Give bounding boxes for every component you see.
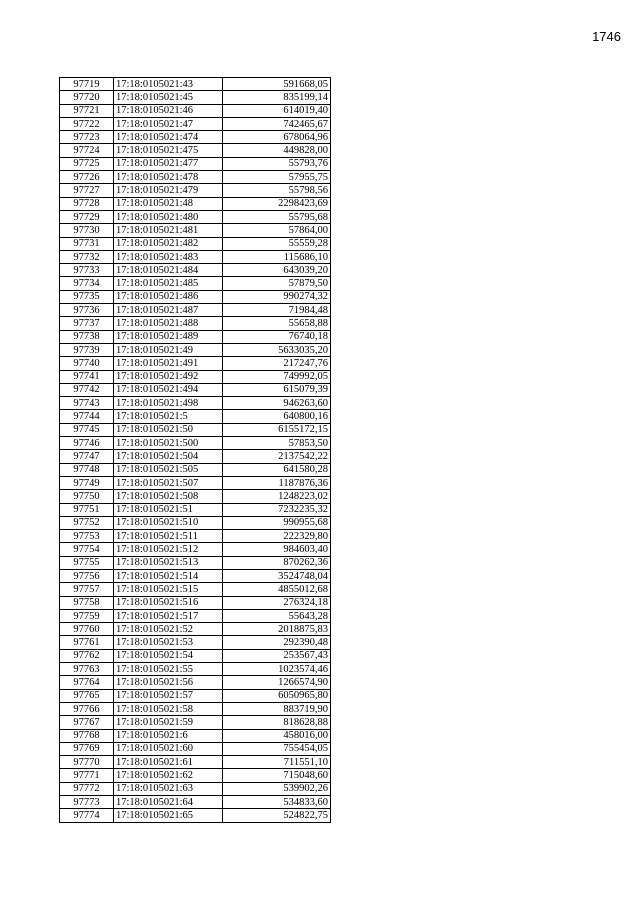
value-cell: 615079,39 bbox=[223, 383, 331, 396]
value-cell: 253567,43 bbox=[223, 649, 331, 662]
cadastral-number-cell: 17:18:0105021:474 bbox=[114, 131, 223, 144]
value-cell: 883719,90 bbox=[223, 702, 331, 715]
value-cell: 990274,32 bbox=[223, 290, 331, 303]
row-number-cell: 97735 bbox=[60, 290, 114, 303]
value-cell: 5633035,20 bbox=[223, 343, 331, 356]
value-cell: 1266574,90 bbox=[223, 676, 331, 689]
cadastral-number-cell: 17:18:0105021:491 bbox=[114, 357, 223, 370]
table-row bbox=[60, 809, 331, 822]
value-cell: 458016,00 bbox=[223, 729, 331, 742]
cadastral-number-cell: 17:18:0105021:487 bbox=[114, 304, 223, 317]
row-number-cell: 97768 bbox=[60, 729, 114, 742]
cadastral-value-table bbox=[59, 77, 331, 823]
table-row bbox=[60, 330, 331, 343]
cadastral-number-cell: 17:18:0105021:489 bbox=[114, 330, 223, 343]
cadastral-number-cell: 17:18:0105021:50 bbox=[114, 423, 223, 436]
cadastral-number-cell: 17:18:0105021:482 bbox=[114, 237, 223, 250]
cadastral-number-cell: 17:18:0105021:6 bbox=[114, 729, 223, 742]
table-row bbox=[60, 144, 331, 157]
row-number-cell: 97757 bbox=[60, 583, 114, 596]
row-number-cell: 97773 bbox=[60, 796, 114, 809]
row-number-cell: 97767 bbox=[60, 716, 114, 729]
value-cell: 2137542,22 bbox=[223, 450, 331, 463]
row-number-cell: 97760 bbox=[60, 623, 114, 636]
value-cell: 55658,88 bbox=[223, 317, 331, 330]
value-cell: 591668,05 bbox=[223, 78, 331, 91]
cadastral-number-cell: 17:18:0105021:477 bbox=[114, 157, 223, 170]
table-row bbox=[60, 224, 331, 237]
row-number-cell: 97738 bbox=[60, 330, 114, 343]
value-cell: 715048,60 bbox=[223, 769, 331, 782]
value-cell: 749992,05 bbox=[223, 370, 331, 383]
table-row bbox=[60, 264, 331, 277]
row-number-cell: 97721 bbox=[60, 104, 114, 117]
table-row bbox=[60, 503, 331, 516]
cadastral-number-cell: 17:18:0105021:512 bbox=[114, 543, 223, 556]
table-row bbox=[60, 676, 331, 689]
cadastral-number-cell: 17:18:0105021:475 bbox=[114, 144, 223, 157]
row-number-cell: 97748 bbox=[60, 463, 114, 476]
value-cell: 6155172,15 bbox=[223, 423, 331, 436]
value-cell: 57955,75 bbox=[223, 171, 331, 184]
value-cell: 7232235,32 bbox=[223, 503, 331, 516]
table-row bbox=[60, 290, 331, 303]
value-cell: 984603,40 bbox=[223, 543, 331, 556]
cadastral-number-cell: 17:18:0105021:485 bbox=[114, 277, 223, 290]
value-cell: 524822,75 bbox=[223, 809, 331, 822]
value-cell: 55793,76 bbox=[223, 157, 331, 170]
row-number-cell: 97747 bbox=[60, 450, 114, 463]
table-row bbox=[60, 596, 331, 609]
cadastral-number-cell: 17:18:0105021:59 bbox=[114, 716, 223, 729]
row-number-cell: 97733 bbox=[60, 264, 114, 277]
cadastral-number-cell: 17:18:0105021:51 bbox=[114, 503, 223, 516]
table-row bbox=[60, 437, 331, 450]
value-cell: 640800,16 bbox=[223, 410, 331, 423]
cadastral-number-cell: 17:18:0105021:494 bbox=[114, 383, 223, 396]
value-cell: 2018875,83 bbox=[223, 623, 331, 636]
value-cell: 217247,76 bbox=[223, 357, 331, 370]
row-number-cell: 97746 bbox=[60, 437, 114, 450]
table-row bbox=[60, 702, 331, 715]
table-row bbox=[60, 91, 331, 104]
cadastral-number-cell: 17:18:0105021:516 bbox=[114, 596, 223, 609]
cadastral-number-cell: 17:18:0105021:507 bbox=[114, 476, 223, 489]
row-number-cell: 97758 bbox=[60, 596, 114, 609]
cadastral-number-cell: 17:18:0105021:517 bbox=[114, 609, 223, 622]
table-row bbox=[60, 636, 331, 649]
value-cell: 55643,28 bbox=[223, 609, 331, 622]
cadastral-number-cell: 17:18:0105021:49 bbox=[114, 343, 223, 356]
row-number-cell: 97766 bbox=[60, 702, 114, 715]
table-row bbox=[60, 530, 331, 543]
value-cell: 643039,20 bbox=[223, 264, 331, 277]
cadastral-number-cell: 17:18:0105021:62 bbox=[114, 769, 223, 782]
row-number-cell: 97731 bbox=[60, 237, 114, 250]
table-row bbox=[60, 663, 331, 676]
table-row bbox=[60, 250, 331, 263]
row-number-cell: 97769 bbox=[60, 742, 114, 755]
table-row bbox=[60, 397, 331, 410]
table-row bbox=[60, 609, 331, 622]
row-number-cell: 97764 bbox=[60, 676, 114, 689]
value-cell: 990955,68 bbox=[223, 516, 331, 529]
cadastral-number-cell: 17:18:0105021:486 bbox=[114, 290, 223, 303]
table-row bbox=[60, 716, 331, 729]
table-row bbox=[60, 782, 331, 795]
table-row bbox=[60, 543, 331, 556]
table-row bbox=[60, 131, 331, 144]
row-number-cell: 97724 bbox=[60, 144, 114, 157]
row-number-cell: 97720 bbox=[60, 91, 114, 104]
row-number-cell: 97727 bbox=[60, 184, 114, 197]
row-number-cell: 97751 bbox=[60, 503, 114, 516]
table-row bbox=[60, 569, 331, 582]
value-cell: 55559,28 bbox=[223, 237, 331, 250]
value-cell: 818628,88 bbox=[223, 716, 331, 729]
table-row bbox=[60, 769, 331, 782]
value-cell: 711551,10 bbox=[223, 756, 331, 769]
value-cell: 76740,18 bbox=[223, 330, 331, 343]
cadastral-number-cell: 17:18:0105021:481 bbox=[114, 224, 223, 237]
cadastral-number-cell: 17:18:0105021:65 bbox=[114, 809, 223, 822]
cadastral-number-cell: 17:18:0105021:505 bbox=[114, 463, 223, 476]
table-row bbox=[60, 689, 331, 702]
cadastral-number-cell: 17:18:0105021:64 bbox=[114, 796, 223, 809]
cadastral-number-cell: 17:18:0105021:508 bbox=[114, 490, 223, 503]
value-cell: 870262,36 bbox=[223, 556, 331, 569]
row-number-cell: 97770 bbox=[60, 756, 114, 769]
value-cell: 292390,48 bbox=[223, 636, 331, 649]
table-row bbox=[60, 649, 331, 662]
table-row bbox=[60, 357, 331, 370]
row-number-cell: 97739 bbox=[60, 343, 114, 356]
table-row bbox=[60, 490, 331, 503]
cadastral-number-cell: 17:18:0105021:63 bbox=[114, 782, 223, 795]
table-row bbox=[60, 184, 331, 197]
cadastral-number-cell: 17:18:0105021:5 bbox=[114, 410, 223, 423]
cadastral-number-cell: 17:18:0105021:47 bbox=[114, 117, 223, 130]
table-row bbox=[60, 277, 331, 290]
value-cell: 55795,68 bbox=[223, 210, 331, 223]
value-cell: 755454,05 bbox=[223, 742, 331, 755]
row-number-cell: 97728 bbox=[60, 197, 114, 210]
value-cell: 57879,50 bbox=[223, 277, 331, 290]
value-cell: 614019,40 bbox=[223, 104, 331, 117]
row-number-cell: 97742 bbox=[60, 383, 114, 396]
row-number-cell: 97745 bbox=[60, 423, 114, 436]
table-row bbox=[60, 729, 331, 742]
table-body bbox=[60, 78, 331, 823]
row-number-cell: 97744 bbox=[60, 410, 114, 423]
table-row bbox=[60, 796, 331, 809]
row-number-cell: 97765 bbox=[60, 689, 114, 702]
row-number-cell: 97740 bbox=[60, 357, 114, 370]
cadastral-number-cell: 17:18:0105021:488 bbox=[114, 317, 223, 330]
row-number-cell: 97726 bbox=[60, 171, 114, 184]
table-row bbox=[60, 423, 331, 436]
table-row bbox=[60, 304, 331, 317]
value-cell: 57864,00 bbox=[223, 224, 331, 237]
cadastral-number-cell: 17:18:0105021:515 bbox=[114, 583, 223, 596]
row-number-cell: 97754 bbox=[60, 543, 114, 556]
row-number-cell: 97763 bbox=[60, 663, 114, 676]
row-number-cell: 97750 bbox=[60, 490, 114, 503]
table-row bbox=[60, 237, 331, 250]
value-cell: 534833,60 bbox=[223, 796, 331, 809]
cadastral-number-cell: 17:18:0105021:484 bbox=[114, 264, 223, 277]
cadastral-number-cell: 17:18:0105021:45 bbox=[114, 91, 223, 104]
value-cell: 71984,48 bbox=[223, 304, 331, 317]
value-cell: 222329,80 bbox=[223, 530, 331, 543]
row-number-cell: 97722 bbox=[60, 117, 114, 130]
cadastral-number-cell: 17:18:0105021:504 bbox=[114, 450, 223, 463]
cadastral-number-cell: 17:18:0105021:60 bbox=[114, 742, 223, 755]
row-number-cell: 97771 bbox=[60, 769, 114, 782]
value-cell: 449828,00 bbox=[223, 144, 331, 157]
cadastral-number-cell: 17:18:0105021:56 bbox=[114, 676, 223, 689]
cadastral-number-cell: 17:18:0105021:58 bbox=[114, 702, 223, 715]
cadastral-number-cell: 17:18:0105021:511 bbox=[114, 530, 223, 543]
cadastral-number-cell: 17:18:0105021:483 bbox=[114, 250, 223, 263]
row-number-cell: 97753 bbox=[60, 530, 114, 543]
cadastral-number-cell: 17:18:0105021:514 bbox=[114, 569, 223, 582]
value-cell: 6050965,80 bbox=[223, 689, 331, 702]
row-number-cell: 97732 bbox=[60, 250, 114, 263]
table-row bbox=[60, 742, 331, 755]
row-number-cell: 97730 bbox=[60, 224, 114, 237]
row-number-cell: 97755 bbox=[60, 556, 114, 569]
table-row bbox=[60, 197, 331, 210]
cadastral-number-cell: 17:18:0105021:478 bbox=[114, 171, 223, 184]
table-row bbox=[60, 463, 331, 476]
table-row bbox=[60, 383, 331, 396]
row-number-cell: 97762 bbox=[60, 649, 114, 662]
cadastral-number-cell: 17:18:0105021:500 bbox=[114, 437, 223, 450]
row-number-cell: 97741 bbox=[60, 370, 114, 383]
table-row bbox=[60, 410, 331, 423]
cadastral-number-cell: 17:18:0105021:510 bbox=[114, 516, 223, 529]
row-number-cell: 97761 bbox=[60, 636, 114, 649]
table-row bbox=[60, 171, 331, 184]
cadastral-number-cell: 17:18:0105021:46 bbox=[114, 104, 223, 117]
value-cell: 539902,26 bbox=[223, 782, 331, 795]
row-number-cell: 97729 bbox=[60, 210, 114, 223]
cadastral-number-cell: 17:18:0105021:53 bbox=[114, 636, 223, 649]
table-row bbox=[60, 556, 331, 569]
value-cell: 742465,67 bbox=[223, 117, 331, 130]
value-cell: 641580,28 bbox=[223, 463, 331, 476]
row-number-cell: 97774 bbox=[60, 809, 114, 822]
cadastral-number-cell: 17:18:0105021:480 bbox=[114, 210, 223, 223]
row-number-cell: 97737 bbox=[60, 317, 114, 330]
value-cell: 1248223,02 bbox=[223, 490, 331, 503]
cadastral-number-cell: 17:18:0105021:492 bbox=[114, 370, 223, 383]
row-number-cell: 97723 bbox=[60, 131, 114, 144]
cadastral-number-cell: 17:18:0105021:57 bbox=[114, 689, 223, 702]
cadastral-number-cell: 17:18:0105021:55 bbox=[114, 663, 223, 676]
table-row bbox=[60, 583, 331, 596]
table-row bbox=[60, 343, 331, 356]
row-number-cell: 97759 bbox=[60, 609, 114, 622]
row-number-cell: 97756 bbox=[60, 569, 114, 582]
value-cell: 946263,60 bbox=[223, 397, 331, 410]
cadastral-number-cell: 17:18:0105021:52 bbox=[114, 623, 223, 636]
table-row bbox=[60, 317, 331, 330]
value-cell: 3524748,04 bbox=[223, 569, 331, 582]
row-number-cell: 97734 bbox=[60, 277, 114, 290]
row-number-cell: 97725 bbox=[60, 157, 114, 170]
row-number-cell: 97752 bbox=[60, 516, 114, 529]
table-row bbox=[60, 516, 331, 529]
cadastral-number-cell: 17:18:0105021:513 bbox=[114, 556, 223, 569]
row-number-cell: 97736 bbox=[60, 304, 114, 317]
table-row bbox=[60, 78, 331, 91]
row-number-cell: 97743 bbox=[60, 397, 114, 410]
row-number-cell: 97719 bbox=[60, 78, 114, 91]
cadastral-number-cell: 17:18:0105021:43 bbox=[114, 78, 223, 91]
table-row bbox=[60, 756, 331, 769]
cadastral-number-cell: 17:18:0105021:61 bbox=[114, 756, 223, 769]
value-cell: 115686,10 bbox=[223, 250, 331, 263]
row-number-cell: 97772 bbox=[60, 782, 114, 795]
table-row bbox=[60, 370, 331, 383]
value-cell: 4855012,68 bbox=[223, 583, 331, 596]
cadastral-number-cell: 17:18:0105021:54 bbox=[114, 649, 223, 662]
cadastral-number-cell: 17:18:0105021:48 bbox=[114, 197, 223, 210]
table-row bbox=[60, 117, 331, 130]
table-row bbox=[60, 104, 331, 117]
row-number-cell: 97749 bbox=[60, 476, 114, 489]
value-cell: 2298423,69 bbox=[223, 197, 331, 210]
cadastral-number-cell: 17:18:0105021:479 bbox=[114, 184, 223, 197]
table-row bbox=[60, 210, 331, 223]
value-cell: 1187876,36 bbox=[223, 476, 331, 489]
page-number: 1746 bbox=[592, 29, 621, 44]
table-row bbox=[60, 623, 331, 636]
value-cell: 55798,56 bbox=[223, 184, 331, 197]
value-cell: 678064,96 bbox=[223, 131, 331, 144]
table-row bbox=[60, 157, 331, 170]
value-cell: 835199,14 bbox=[223, 91, 331, 104]
value-cell: 57853,50 bbox=[223, 437, 331, 450]
cadastral-number-cell: 17:18:0105021:498 bbox=[114, 397, 223, 410]
table-row bbox=[60, 476, 331, 489]
value-cell: 276324,18 bbox=[223, 596, 331, 609]
value-cell: 1023574,46 bbox=[223, 663, 331, 676]
table-row bbox=[60, 450, 331, 463]
